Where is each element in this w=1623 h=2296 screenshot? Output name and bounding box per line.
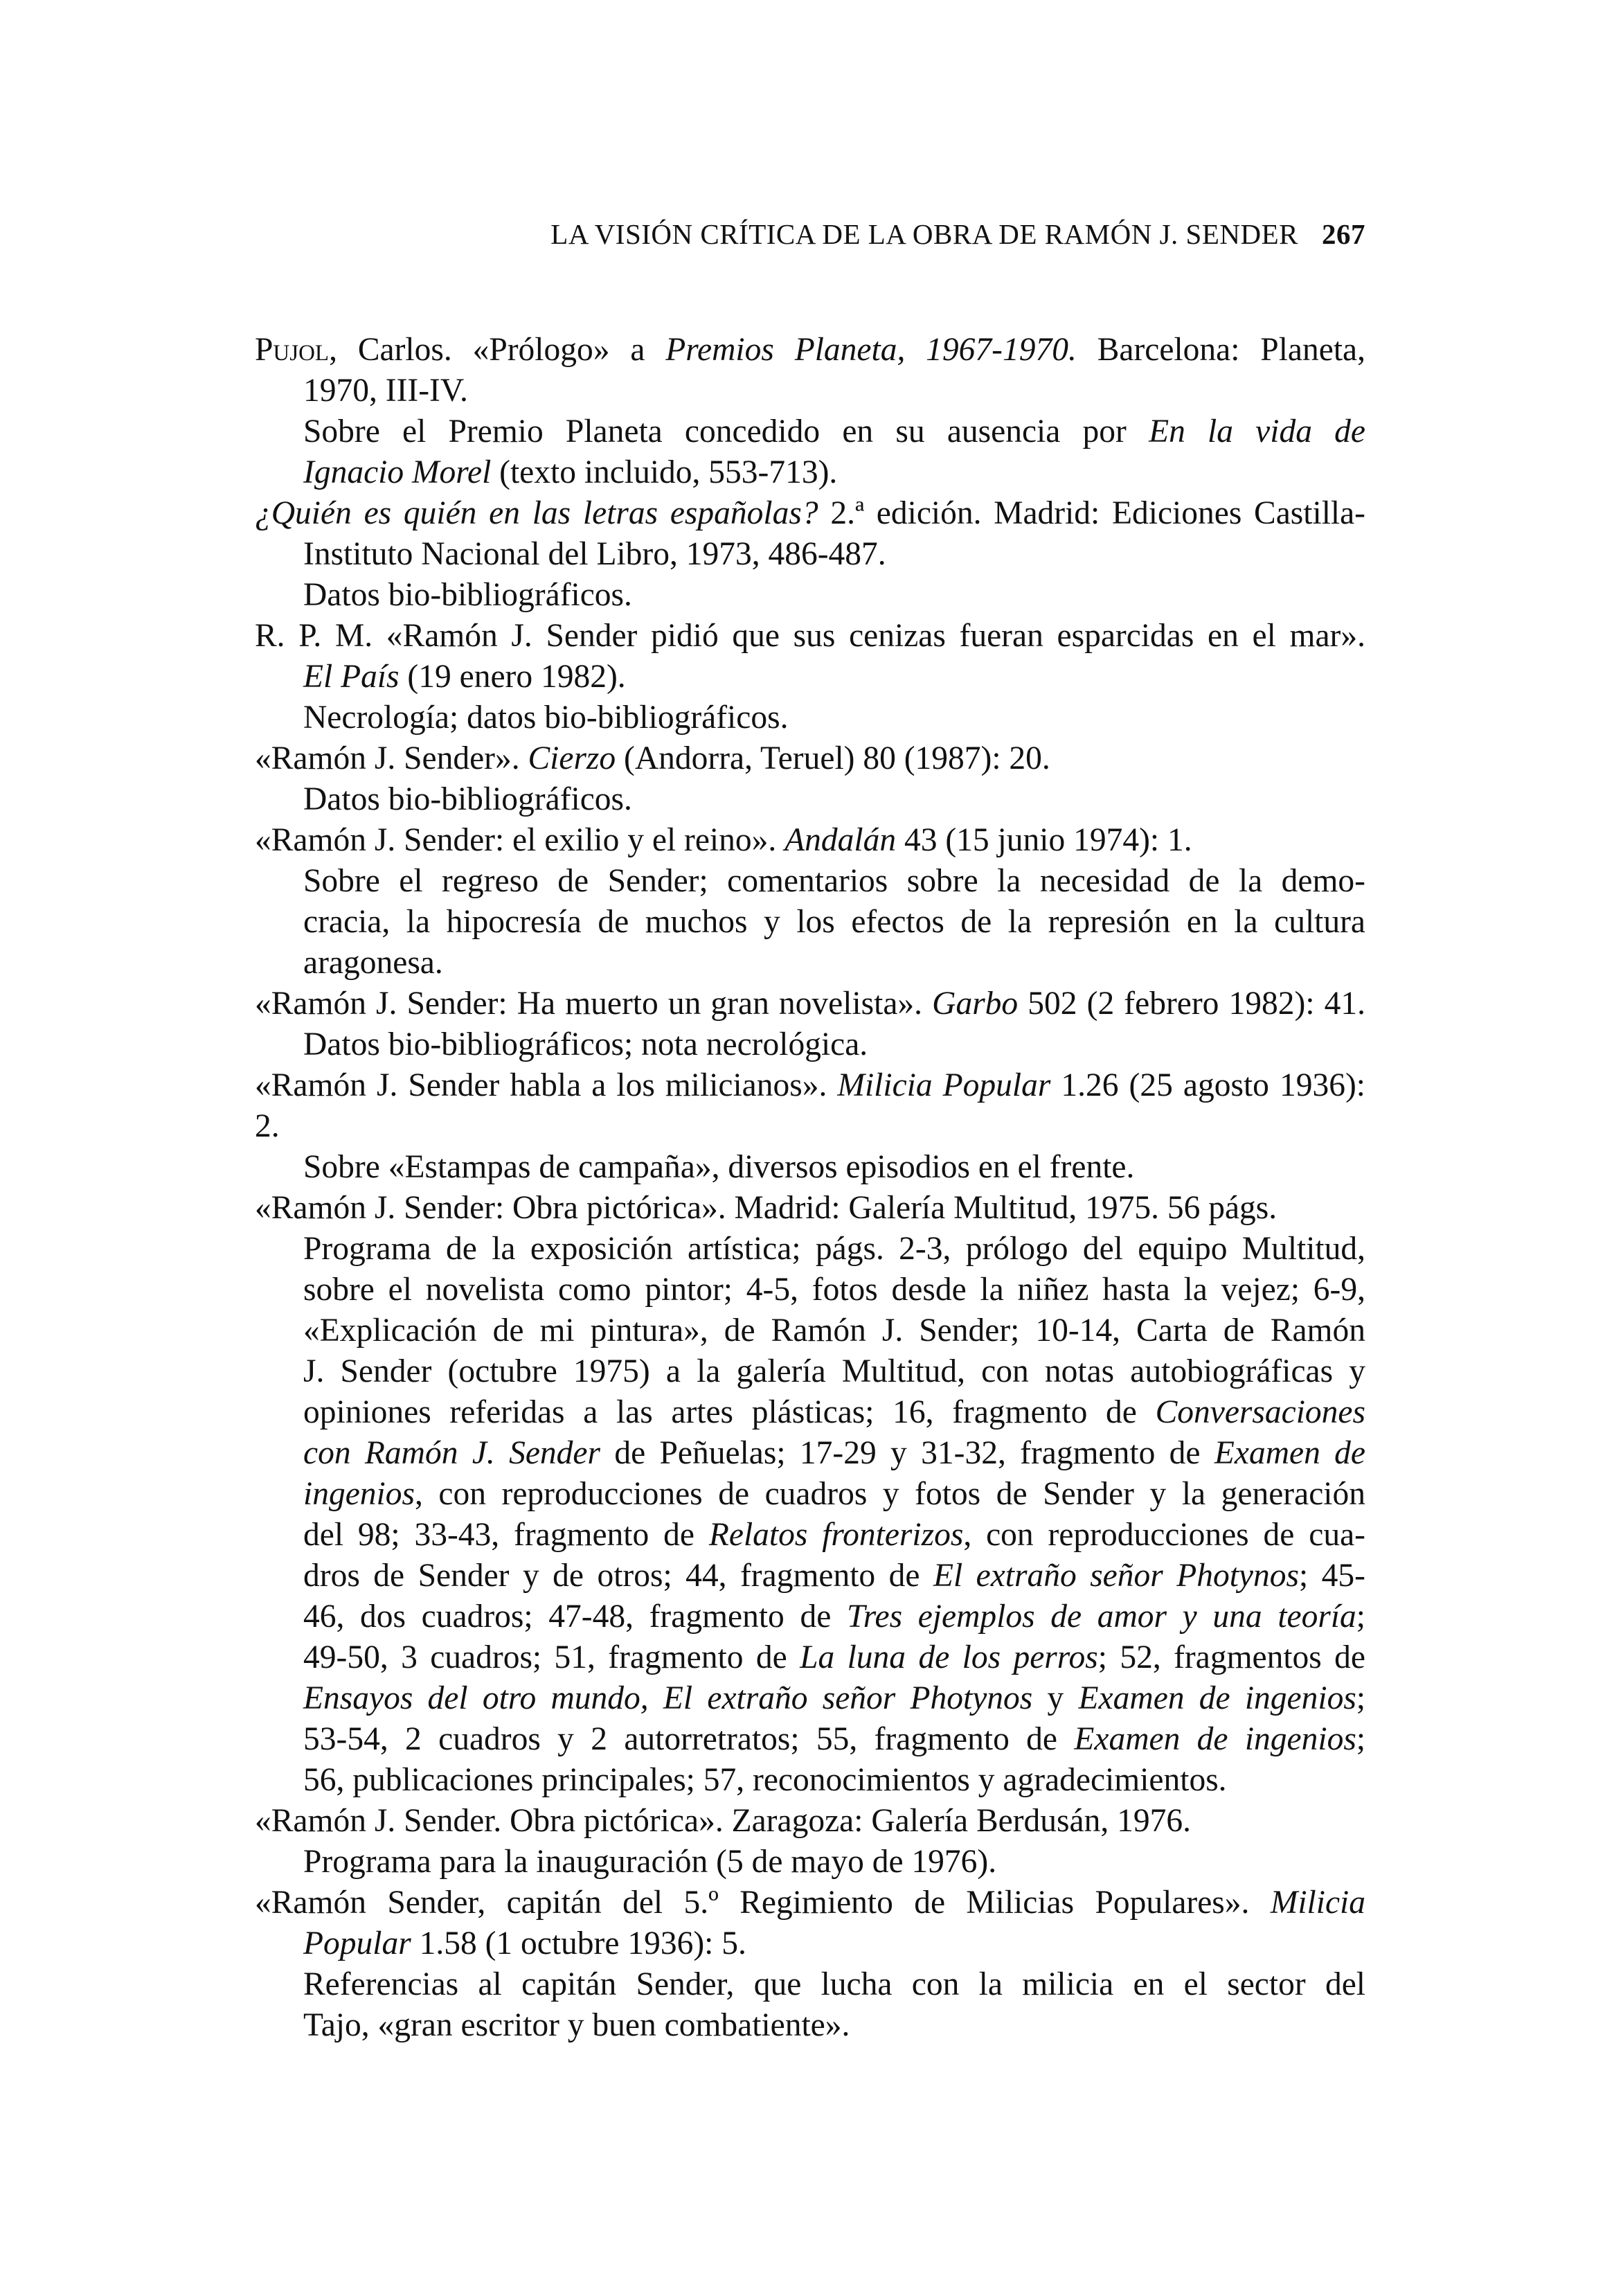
entry-annotation: Sobre «Estampas de campaña», diversos episodios en el frente. <box>303 1149 1135 1185</box>
running-title: LA VISIÓN CRÍTICA DE LA OBRA DE RAMÓN J. SENDER <box>550 218 1298 250</box>
entry-annotation: 49-50, 3 cuadros; 51, fragmento de La luna de los perros; 52, fragmentos de <box>303 1639 1366 1675</box>
entry-annotation: opiniones referidas a las artes plásticas; 16, fragmento de Conversaciones <box>303 1394 1365 1430</box>
entry-annotation: Datos bio-bibliográficos. <box>303 781 632 817</box>
bibliography-entry <box>255 1883 1365 2046</box>
entry-annotation: 53-54, 2 cuadros y 2 autorretratos; 55, fragmento de Examen de ingenios; <box>303 1721 1366 1757</box>
entry-annotation: cracia, la hipocresía de muchos y los efectos de la represión en la cultura <box>303 904 1365 940</box>
entry-annotation: dros de Sender y de otros; 44, fragmento de El extraño señor Photynos; 45- <box>303 1558 1365 1594</box>
entry-line: Pujol, Carlos. «Prólogo» a Premios Planeta, 1967-1970. Barcelona: Planeta, <box>255 332 1365 368</box>
entry-line: Instituto Nacional del Libro, 1973, 486-487. <box>303 536 886 572</box>
bibliography-entry <box>255 820 1365 984</box>
bibliography-entry <box>255 616 1365 738</box>
entry-annotation: ingenios, con reproducciones de cuadros y fotos de Sender y la generación <box>303 1476 1365 1512</box>
entry-line: ¿Quién es quién en las letras españolas? 2.ª edición. Madrid: Ediciones Castilla- <box>255 495 1365 531</box>
entry-annotation: Programa para la inauguración (5 de mayo de 1976). <box>303 1844 997 1880</box>
bibliography-entry <box>255 493 1365 616</box>
entry-line: El País (19 enero 1982). <box>303 659 626 695</box>
bibliography-entry <box>255 1801 1365 1883</box>
bibliography-entry <box>255 984 1365 1065</box>
entry-annotation: aragonesa. <box>303 945 443 981</box>
entry-line: «Ramón J. Sender. Obra pictórica». Zaragoza: Galería Berdusán, 1976. <box>255 1803 1191 1839</box>
entry-line: «Ramón J. Sender habla a los milicianos». Milicia Popular 1.26 (25 agosto 1936): 2. <box>255 1067 1365 1144</box>
entry-line: «Ramón Sender, capitán del 5.º Regimiento de Milicias Populares». Milicia <box>255 1885 1365 1921</box>
entry-annotation: sobre el novelista como pintor; 4-5, fotos desde la niñez hasta la vejez; 6-9, <box>303 1272 1365 1308</box>
entry-annotation: J. Sender (octubre 1975) a la galería Multitud, con notas autobiográficas y <box>303 1353 1365 1389</box>
entry-annotation: con Ramón J. Sender de Peñuelas; 17-29 y 31-32, fragmento de Examen de <box>303 1435 1365 1471</box>
entry-annotation: del 98; 33-43, fragmento de Relatos fronterizos, con reproducciones de cua- <box>303 1517 1365 1553</box>
running-header <box>249 220 1365 249</box>
entry-annotation: Ensayos del otro mundo, El extraño señor Photynos y Examen de ingenios; <box>303 1680 1366 1716</box>
bibliography-entry <box>255 330 1365 493</box>
entry-line: «Ramón J. Sender: el exilio y el reino». Andalán 43 (15 junio 1974): 1. <box>255 822 1192 858</box>
entry-line: R. P. M. «Ramón J. Sender pidió que sus cenizas fueran esparcidas en el mar». <box>255 618 1365 654</box>
entry-annotation: Programa de la exposición artística; págs. 2-3, prólogo del equipo Multitud, <box>303 1231 1365 1267</box>
page-number: 267 <box>1322 218 1365 250</box>
entry-annotation: Necrología; datos bio-bibliográficos. <box>303 700 789 736</box>
entry-annotation: Datos bio-bibliográficos. <box>303 577 632 613</box>
entry-annotation: Referencias al capitán Sender, que lucha con la milicia en el sector del <box>303 1966 1365 2002</box>
bibliography-entry <box>255 1065 1365 1188</box>
entry-annotation: «Explicación de mi pintura», de Ramón J. Sender; 10-14, Carta de Ramón <box>303 1312 1365 1349</box>
bibliography-entry <box>255 738 1365 820</box>
entry-annotation: Sobre el Premio Planeta concedido en su ausencia por En la vida de <box>303 413 1366 450</box>
entry-line: «Ramón J. Sender». Cierzo (Andorra, Teruel) 80 (1987): 20. <box>255 740 1050 776</box>
entry-line: 1970, III-IV. <box>303 373 468 409</box>
entry-annotation: Sobre el regreso de Sender; comentarios sobre la necesidad de la demo- <box>303 863 1365 899</box>
entry-annotation: Tajo, «gran escritor y buen combatiente». <box>303 2007 850 2043</box>
entry-line: Popular 1.58 (1 octubre 1936): 5. <box>303 1925 746 1961</box>
bibliography-entry <box>255 1188 1365 1801</box>
entry-annotation: 46, dos cuadros; 47-48, fragmento de Tres ejemplos de amor y una teoría; <box>303 1599 1365 1635</box>
entry-annotation: 56, publicaciones principales; 57, reconocimientos y agradecimientos. <box>303 1762 1227 1798</box>
entry-line: «Ramón J. Sender: Obra pictórica». Madrid: Galería Multitud, 1975. 56 págs. <box>255 1190 1277 1226</box>
entry-line: «Ramón J. Sender: Ha muerto un gran novelista». Garbo 502 (2 febrero 1982): 41. <box>255 986 1365 1022</box>
entry-annotation: Datos bio-bibliográficos; nota necrológica. <box>303 1026 868 1062</box>
bibliography-list <box>255 330 1365 2046</box>
entry-annotation: Ignacio Morel (texto incluido, 553-713). <box>303 454 838 490</box>
